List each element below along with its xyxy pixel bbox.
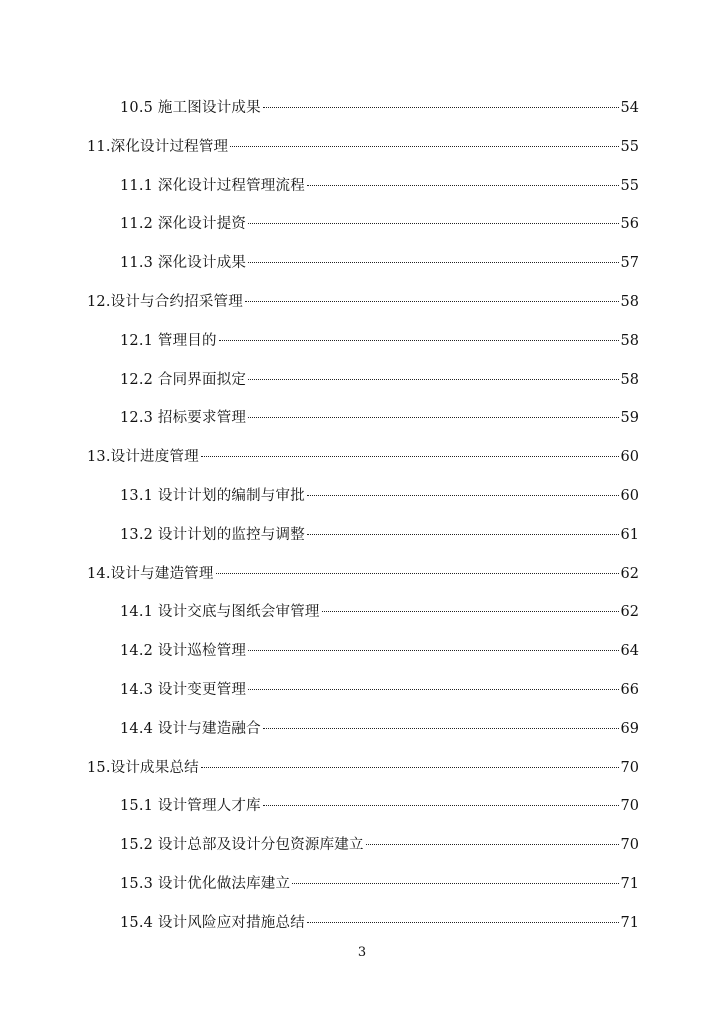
toc-entry-page-number: 62 xyxy=(620,565,639,582)
toc-entry-title: 14.2 设计巡检管理 xyxy=(120,643,247,660)
toc-entry-title: 14.4 设计与建造融合 xyxy=(120,720,261,737)
toc-dot-leader xyxy=(219,340,619,341)
toc-entry-page-number: 58 xyxy=(620,371,639,388)
toc-entry-page-number: 71 xyxy=(620,876,639,892)
toc-entry-page-number: 69 xyxy=(620,720,639,737)
toc-entry-page-number: 66 xyxy=(620,682,639,698)
toc-dot-leader xyxy=(216,573,619,574)
toc-entry-title: 11.2 深化设计提资 xyxy=(120,216,247,233)
toc-dot-leader xyxy=(248,379,618,380)
toc-entry-page-number: 58 xyxy=(620,332,639,349)
toc-section-entry[interactable] xyxy=(120,212,639,236)
toc-dot-leader xyxy=(307,185,619,186)
toc-dot-leader xyxy=(263,728,619,729)
toc-section-entry[interactable] xyxy=(120,329,639,353)
toc-section-entry[interactable] xyxy=(120,600,639,624)
toc-dot-leader xyxy=(322,611,619,612)
toc-entry-title: 12.3 招标要求管理 xyxy=(120,410,247,427)
toc-chapter-entry[interactable] xyxy=(87,756,639,780)
toc-dot-leader xyxy=(230,146,618,147)
toc-dot-leader xyxy=(307,922,619,923)
toc-entry-title: 13.设计进度管理 xyxy=(87,449,199,466)
toc-section-entry[interactable] xyxy=(120,678,639,702)
toc-chapter-entry[interactable] xyxy=(87,445,639,469)
toc-entry-title: 14.1 设计交底与图纸会审管理 xyxy=(120,604,320,621)
toc-entry-page-number: 58 xyxy=(620,294,639,310)
toc-section-entry[interactable] xyxy=(120,911,639,935)
toc-entry-page-number: 54 xyxy=(620,100,639,116)
toc-entry-page-number: 56 xyxy=(620,216,639,233)
toc-dot-leader xyxy=(248,223,618,224)
toc-entry-page-number: 70 xyxy=(620,837,639,854)
toc-entry-page-number: 70 xyxy=(620,759,639,776)
toc-dot-leader xyxy=(366,844,619,845)
toc-section-entry[interactable] xyxy=(120,251,639,275)
toc-entry-page-number: 60 xyxy=(620,449,639,466)
toc-section-entry[interactable] xyxy=(120,794,639,818)
toc-dot-leader xyxy=(307,495,619,496)
toc-dot-leader xyxy=(292,883,618,884)
toc-entry-page-number: 64 xyxy=(620,643,639,660)
toc-dot-leader xyxy=(307,534,619,535)
toc-entry-title: 12.2 合同界面拟定 xyxy=(120,371,247,388)
toc-section-entry[interactable] xyxy=(120,174,639,198)
toc-dot-leader xyxy=(263,805,619,806)
toc-entry-title: 12.1 管理目的 xyxy=(120,332,217,349)
toc-section-entry[interactable] xyxy=(120,523,639,547)
toc-entry-title: 13.2 设计计划的监控与调整 xyxy=(120,526,305,543)
toc-dot-leader xyxy=(201,456,619,457)
toc-entry-title: 15.1 设计管理人才库 xyxy=(120,798,261,815)
toc-dot-leader xyxy=(248,689,618,690)
page-number-footer: 3 xyxy=(357,945,367,960)
toc-section-entry[interactable] xyxy=(120,484,639,508)
toc-entry-page-number: 59 xyxy=(620,410,639,427)
toc-entry-title: 15.3 设计优化做法库建立 xyxy=(120,876,291,892)
toc-entry-page-number: 55 xyxy=(620,177,639,194)
toc-entry-title: 15.设计成果总结 xyxy=(87,759,199,776)
toc-section-entry[interactable] xyxy=(120,406,639,430)
toc-entry-page-number: 61 xyxy=(620,526,639,543)
toc-entry-page-number: 57 xyxy=(620,255,639,272)
toc-entry-title: 14.3 设计变更管理 xyxy=(120,682,247,698)
toc-entry-title: 11.3 深化设计成果 xyxy=(120,255,247,272)
toc-entry-title: 15.2 设计总部及设计分包资源库建立 xyxy=(120,837,364,854)
toc-chapter-entry[interactable] xyxy=(87,135,639,159)
toc-chapter-entry[interactable] xyxy=(87,290,639,314)
toc-dot-leader xyxy=(245,301,619,302)
toc-entry-title: 14.设计与建造管理 xyxy=(87,565,214,582)
toc-chapter-entry[interactable] xyxy=(87,562,639,586)
toc-dot-leader xyxy=(201,767,619,768)
toc-entry-title: 15.4 设计风险应对措施总结 xyxy=(120,914,305,931)
toc-section-entry[interactable] xyxy=(120,717,639,741)
toc-entry-page-number: 62 xyxy=(620,604,639,621)
toc-entry-page-number: 71 xyxy=(620,914,639,931)
toc-section-entry[interactable] xyxy=(120,368,639,392)
toc-section-entry[interactable] xyxy=(120,96,639,120)
toc-entry-title: 10.5 施工图设计成果 xyxy=(120,100,261,116)
toc-entry-page-number: 55 xyxy=(620,138,639,155)
toc-dot-leader xyxy=(248,650,618,651)
toc-section-entry[interactable] xyxy=(120,639,639,663)
toc-entry-title: 13.1 设计计划的编制与审批 xyxy=(120,488,305,504)
toc-section-entry[interactable] xyxy=(120,833,639,857)
toc-dot-leader xyxy=(263,107,619,108)
toc-dot-leader xyxy=(248,262,618,263)
toc-entry-page-number: 60 xyxy=(620,488,639,504)
toc-section-entry[interactable] xyxy=(120,872,639,896)
toc-entry-title: 11.深化设计过程管理 xyxy=(87,138,229,155)
toc-entry-title: 11.1 深化设计过程管理流程 xyxy=(120,177,305,194)
toc-entry-title: 12.设计与合约招采管理 xyxy=(87,294,243,310)
toc-dot-leader xyxy=(248,417,618,418)
toc-entry-page-number: 70 xyxy=(620,798,639,815)
